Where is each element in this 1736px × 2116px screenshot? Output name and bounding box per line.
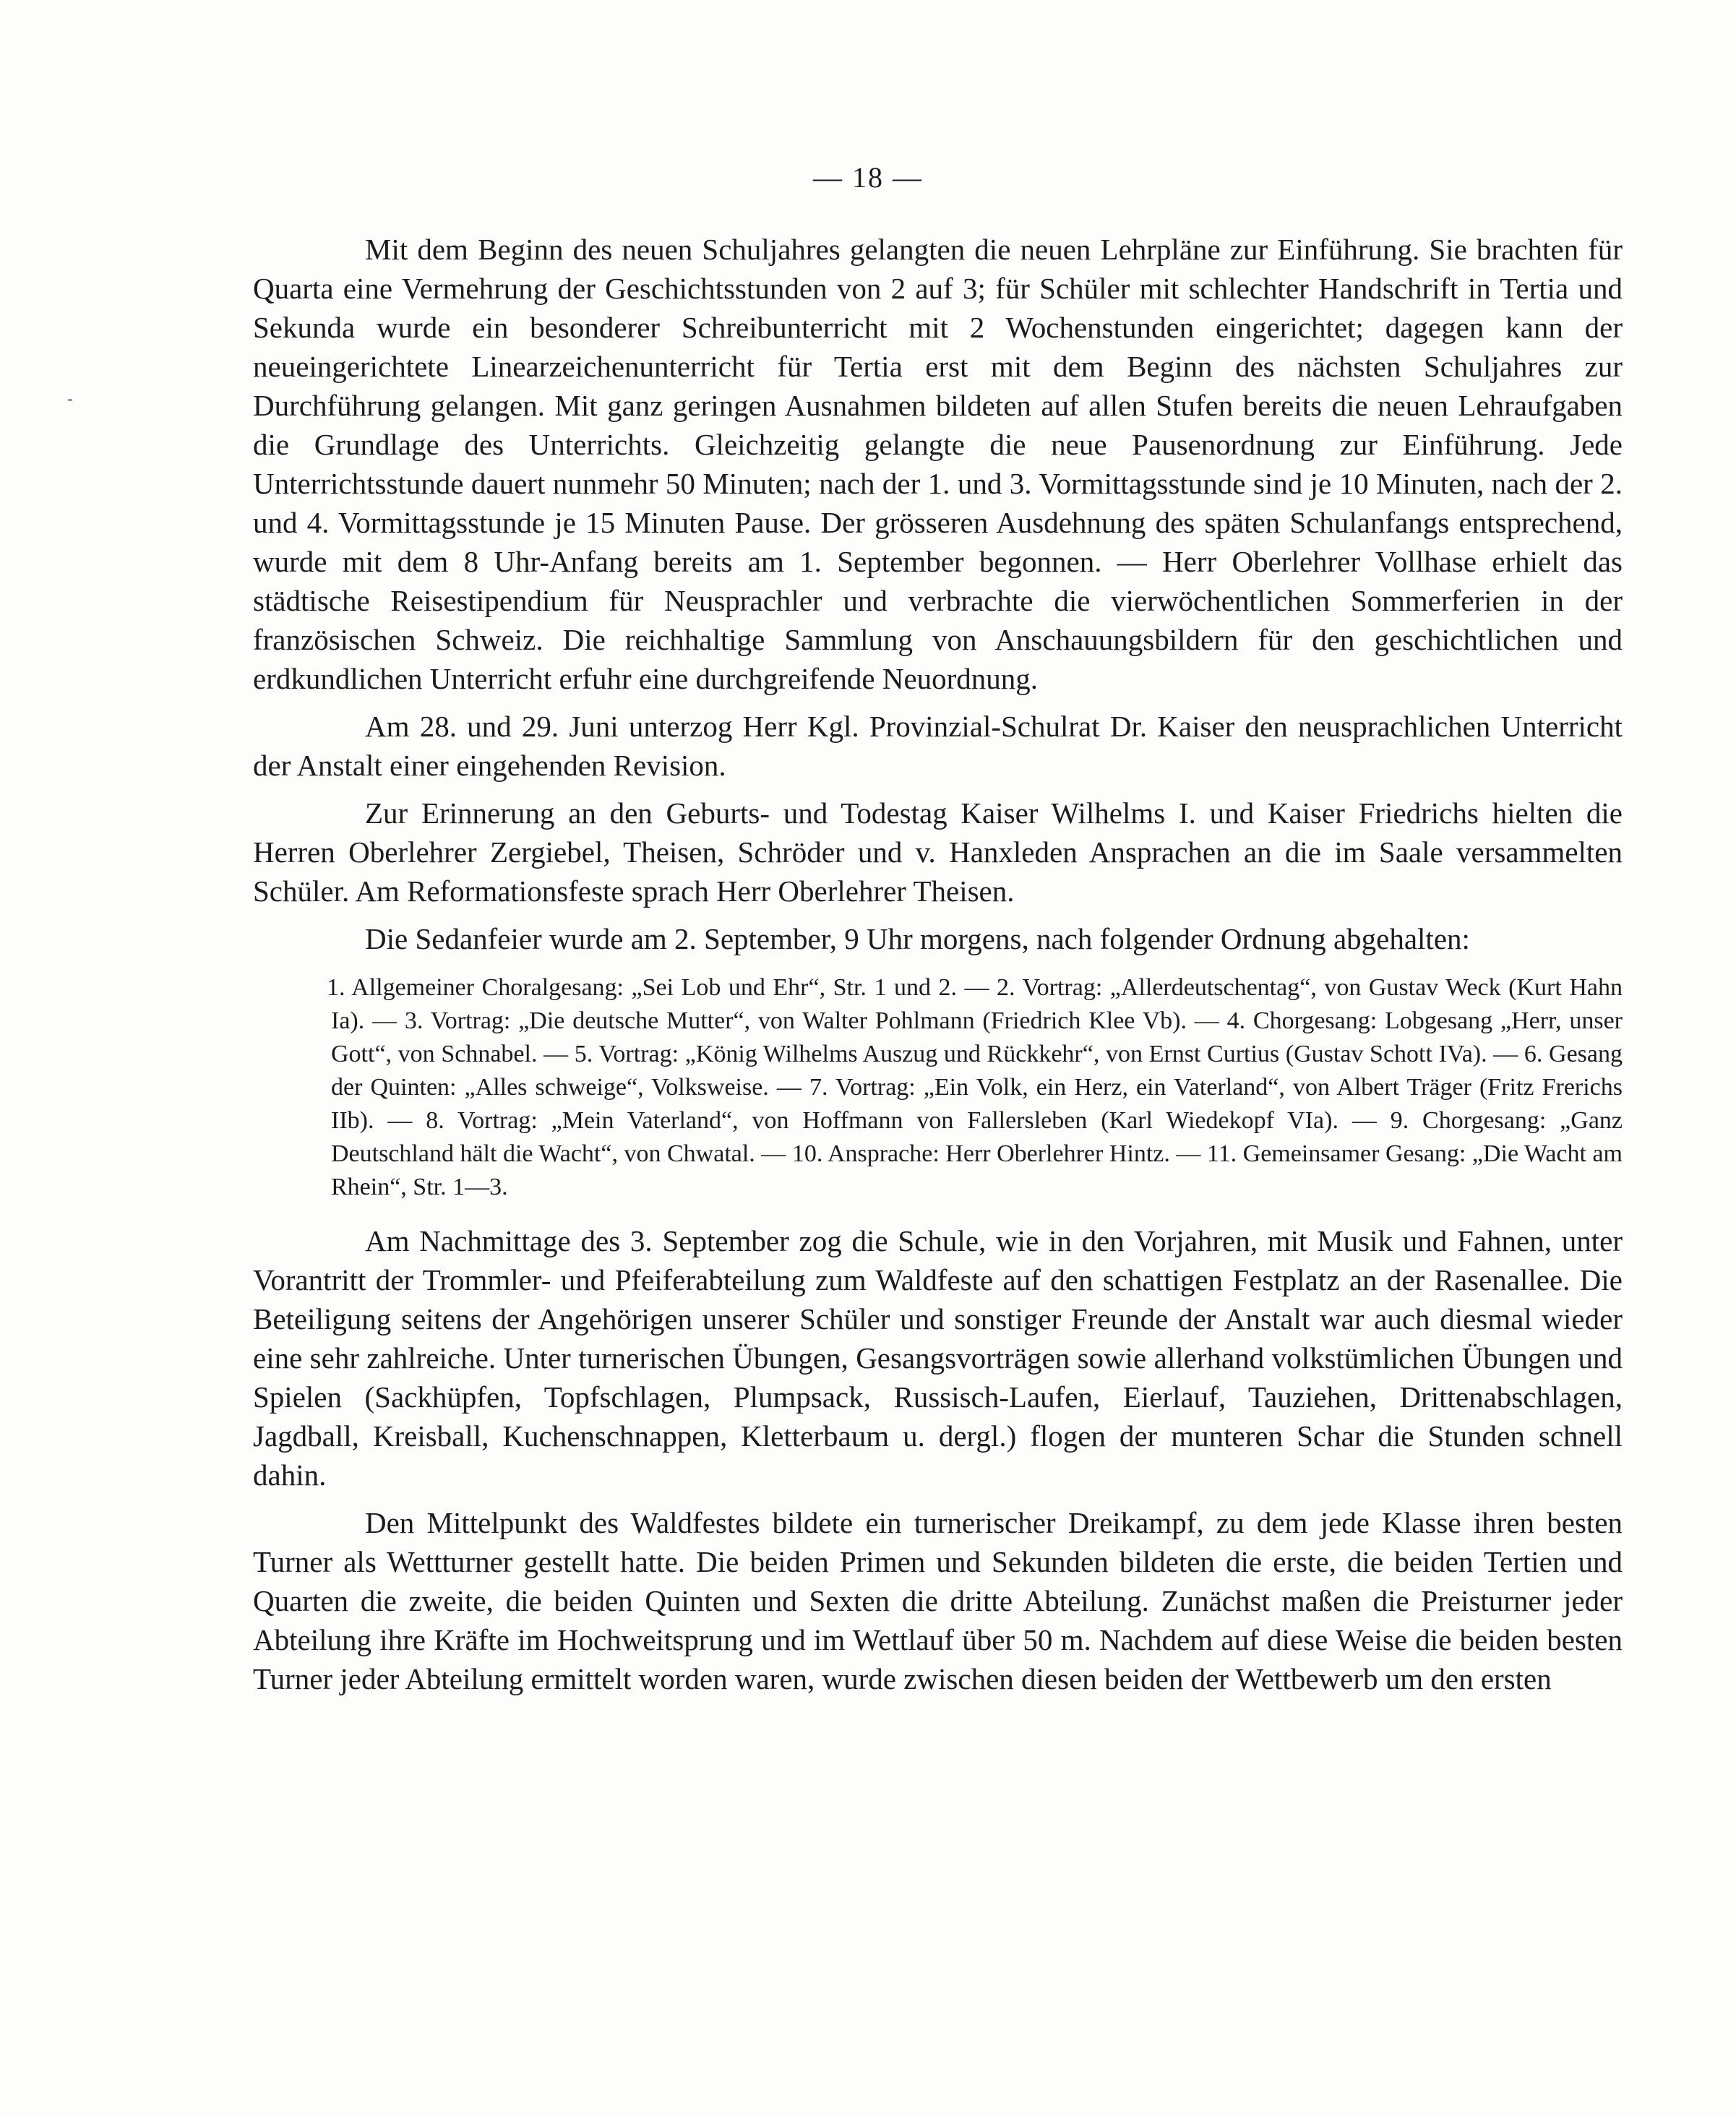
paragraph-dreikampf: Den Mittelpunkt des Waldfestes bildete ein turnerischer Dreikampf, zu dem jede Klasse ihren besten Turner als Wettturner gestellt hatte. Die beiden Primen und Sekunden bildeten die erste, die beiden Tertien und Quarten die zweite, die beiden Quinten und Sexten die dritte Abteilung. Zunächst maßen die Preisturner jeder Abteilung ihre Kräfte im Hochweitsprung und im Wettlauf über 50 m. Nachdem auf diese Weise die beiden besten Turner jeder Abteilung ermittelt worden waren, wurde zwischen diesen beiden der Wettbewerb um den ersten xyxy=(253,1506,1623,1695)
margin-mark xyxy=(68,399,72,401)
paragraph-revision: Am 28. und 29. Juni unterzog Herr Kgl. Provinzial-Schulrat Dr. Kaiser den neusprachlichen Unterricht der Anstalt einer eingehenden Revision. xyxy=(253,710,1623,782)
paragraph-waldfest: Am Nachmittage des 3. September zog die Schule, wie in den Vorjahren, mit Musik und Fahnen, unter Vorantritt der Trommler- und Pfeiferabteilung zum Waldfeste auf den schattigen Festplatz an der Rasenallee. Die Beteiligung seitens der Angehörigen unserer Schüler und sonstiger Freunde der Anstalt war auch diesmal wieder eine sehr zahlreiche. Unter turnerischen Übungen, Gesangsvorträgen sowie allerhand volkstümlichen Übungen und Spielen (Sackhüpfen, Topfschlagen, Plumpsack, Russisch-Laufen, Eierlauf, Tauziehen, Drittenabschlagen, Jagdball, Kreisball, Kuchenschnappen, Kletterbaum u. dergl.) flogen der munteren Schar die Stunden schnell dahin. xyxy=(253,1224,1623,1492)
sedanfeier-program: 1. Allgemeiner Choralgesang: „Sei Lob und Ehr“, Str. 1 und 2. — 2. Vortrag: „Allerdeutschentag“, von Gustav Weck (Kurt Hahn Ia). — 3. Vortrag: „Die deutsche Mutter“, von Walter Pohlmann (Friedrich Klee Vb). — 4. Chorgesang: Lobgesang „Herr, unser Gott“, von Schnabel. — 5. Vortrag: „König Wilhelms Auszug und Rückkehr“, von Ernst Curtius (Gustav Schott IVa). — 6. Gesang der Quinten: „Alles schweige“, Volksweise. — 7. Vortrag: „Ein Volk, ein Herz, ein Vaterland“, von Albert Träger (Fritz Frerichs IIb). — 8. Vortrag: „Mein Vaterland“, von Hoffmann von Fallersleben (Karl Wiedekopf VIa). — 9. Chorgesang: „Ganz Deutschland hält die Wacht“, von Chwatal. — 10. Ansprache: Herr Oberlehrer Hintz. — 11. Gemeinsamer Gesang: „Die Wacht am Rhein“, Str. 1—3. xyxy=(327,974,1623,1200)
paragraph-sedanfeier: Die Sedanfeier wurde am 2. September, 9 Uhr morgens, nach folgender Ordnung abgehalten: xyxy=(365,922,1470,955)
page-number: — 18 — xyxy=(813,161,923,194)
body-text xyxy=(253,230,1623,1707)
paragraph-lehrplaene: Mit dem Beginn des neuen Schuljahres gelangten die neuen Lehrpläne zur Einführung. Sie brachten für Quarta eine Vermehrung der Geschichtsstunden von 2 auf 3; für Schüler mit schlechter Handschrift in Tertia und Sekunda wurde ein besonderer Schreibunterricht mit 2 Wochenstunden eingerichtet; dagegen kann der neueingerichtete Linearzeichenunterricht für Tertia erst mit dem Beginn des nächsten Schuljahres zur Durchführung gelangen. Mit ganz geringen Ausnahmen bildeten auf allen Stufen bereits die neuen Lehraufgaben die Grundlage des Unterrichts. Gleichzeitig gelangte die neue Pausenordnung zur Einführung. Jede Unterrichtsstunde dauert nunmehr 50 Minuten; nach der 1. und 3. Vormittagsstunde sind je 10 Minuten, nach der 2. und 4. Vormittagsstunde je 15 Minuten Pause. Der grösseren Ausdehnung des späten Schulanfangs entsprechend, wurde mit dem 8 Uhr-Anfang bereits am 1. September begonnen. — Herr Oberlehrer Vollhase erhielt das städtische Reisestipendium für Neusprachler und verbrachte die vierwöchentlichen Sommerferien in der französischen Schweiz. Die reichhaltige Sammlung von Anschauungsbildern für den geschichtlichen und erdkundlichen Unterricht erfuhr eine durchgreifende Neuordnung. xyxy=(253,233,1623,695)
paragraph-gedenktage: Zur Erinnerung an den Geburts- und Todestag Kaiser Wilhelms I. und Kaiser Friedrichs hielten die Herren Oberlehrer Zergiebel, Theisen, Schröder und v. Hanxleden Ansprachen an die im Saale versammelten Schüler. Am Reformationsfeste sprach Herr Oberlehrer Theisen. xyxy=(253,796,1623,908)
